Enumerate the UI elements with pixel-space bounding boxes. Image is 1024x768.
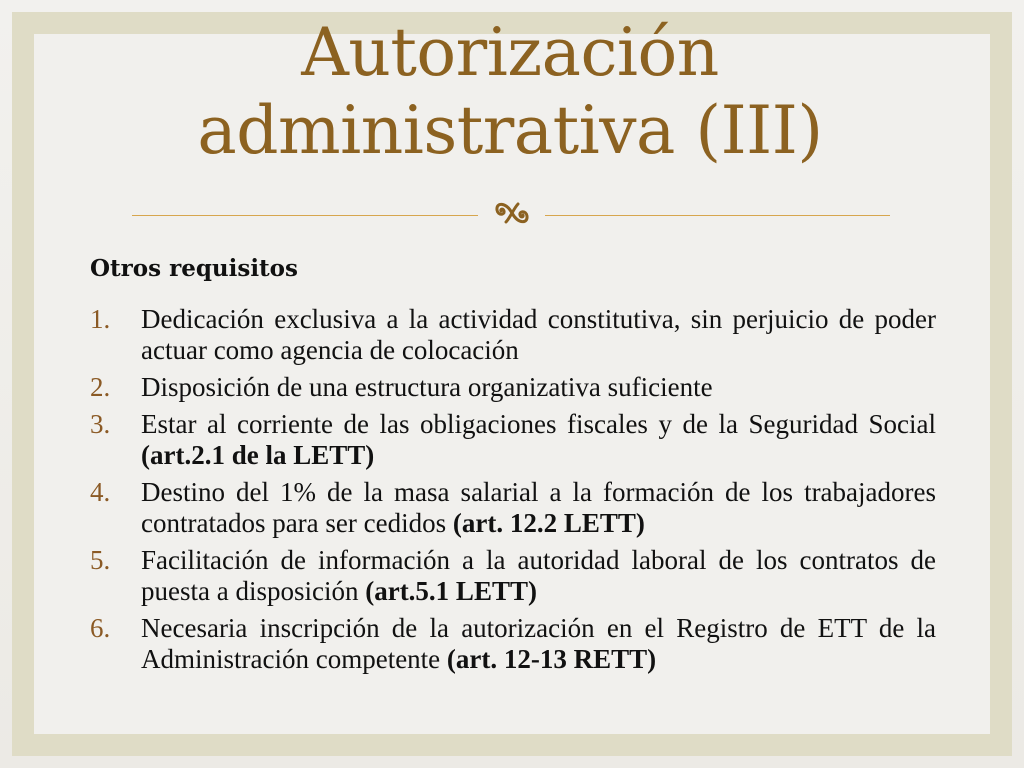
list-item-text: Necesaria inscripción de la autorización en el Registro de ETT de la Administración competente	[141, 613, 936, 674]
list-item	[90, 304, 936, 366]
list-number: 2.	[90, 372, 111, 402]
list-number: 3.	[90, 409, 111, 439]
list-number: 1.	[90, 304, 111, 334]
list-item	[90, 613, 936, 675]
slide-title	[60, 14, 960, 170]
slide-content	[90, 252, 936, 681]
list-number: 6.	[90, 613, 111, 643]
list-item-text: Facilitación de información a la autoridad laboral de los contratos de puesta a disposición	[141, 545, 936, 606]
title-line-1: Autorización	[301, 14, 719, 91]
list-item-reference: (art. 12.2 LETT)	[452, 508, 645, 538]
divider-right	[545, 215, 890, 216]
list-item-text: Disposición de una estructura organizativa suficiente	[141, 372, 713, 402]
list-item	[90, 477, 936, 539]
list-number: 4.	[90, 477, 111, 507]
list-item	[90, 372, 936, 403]
list-item	[90, 409, 936, 471]
list-item-text: Estar al corriente de las obligaciones fiscales y de la Seguridad Social	[141, 409, 936, 439]
list-item-text: Destino del 1% de la masa salarial a la formación de los trabajadores contratados para ser cedidos	[141, 477, 936, 538]
list-item	[90, 545, 936, 607]
title-line-2: administrativa (III)	[197, 92, 823, 169]
list-number: 5.	[90, 545, 111, 575]
list-item-reference: (art. 12-13 RETT)	[446, 644, 657, 674]
section-subtitle: Otros requisitos	[90, 255, 298, 282]
list-item-reference: (art.5.1 LETT)	[365, 576, 537, 606]
requirements-list	[90, 304, 936, 675]
fleuron-ornament-icon	[482, 193, 542, 233]
divider-left	[132, 215, 478, 216]
list-item-text: Dedicación exclusiva a la actividad constitutiva, sin perjuicio de poder actuar como agencia de colocación	[141, 304, 936, 365]
list-item-reference: (art.2.1 de la LETT)	[141, 440, 375, 470]
